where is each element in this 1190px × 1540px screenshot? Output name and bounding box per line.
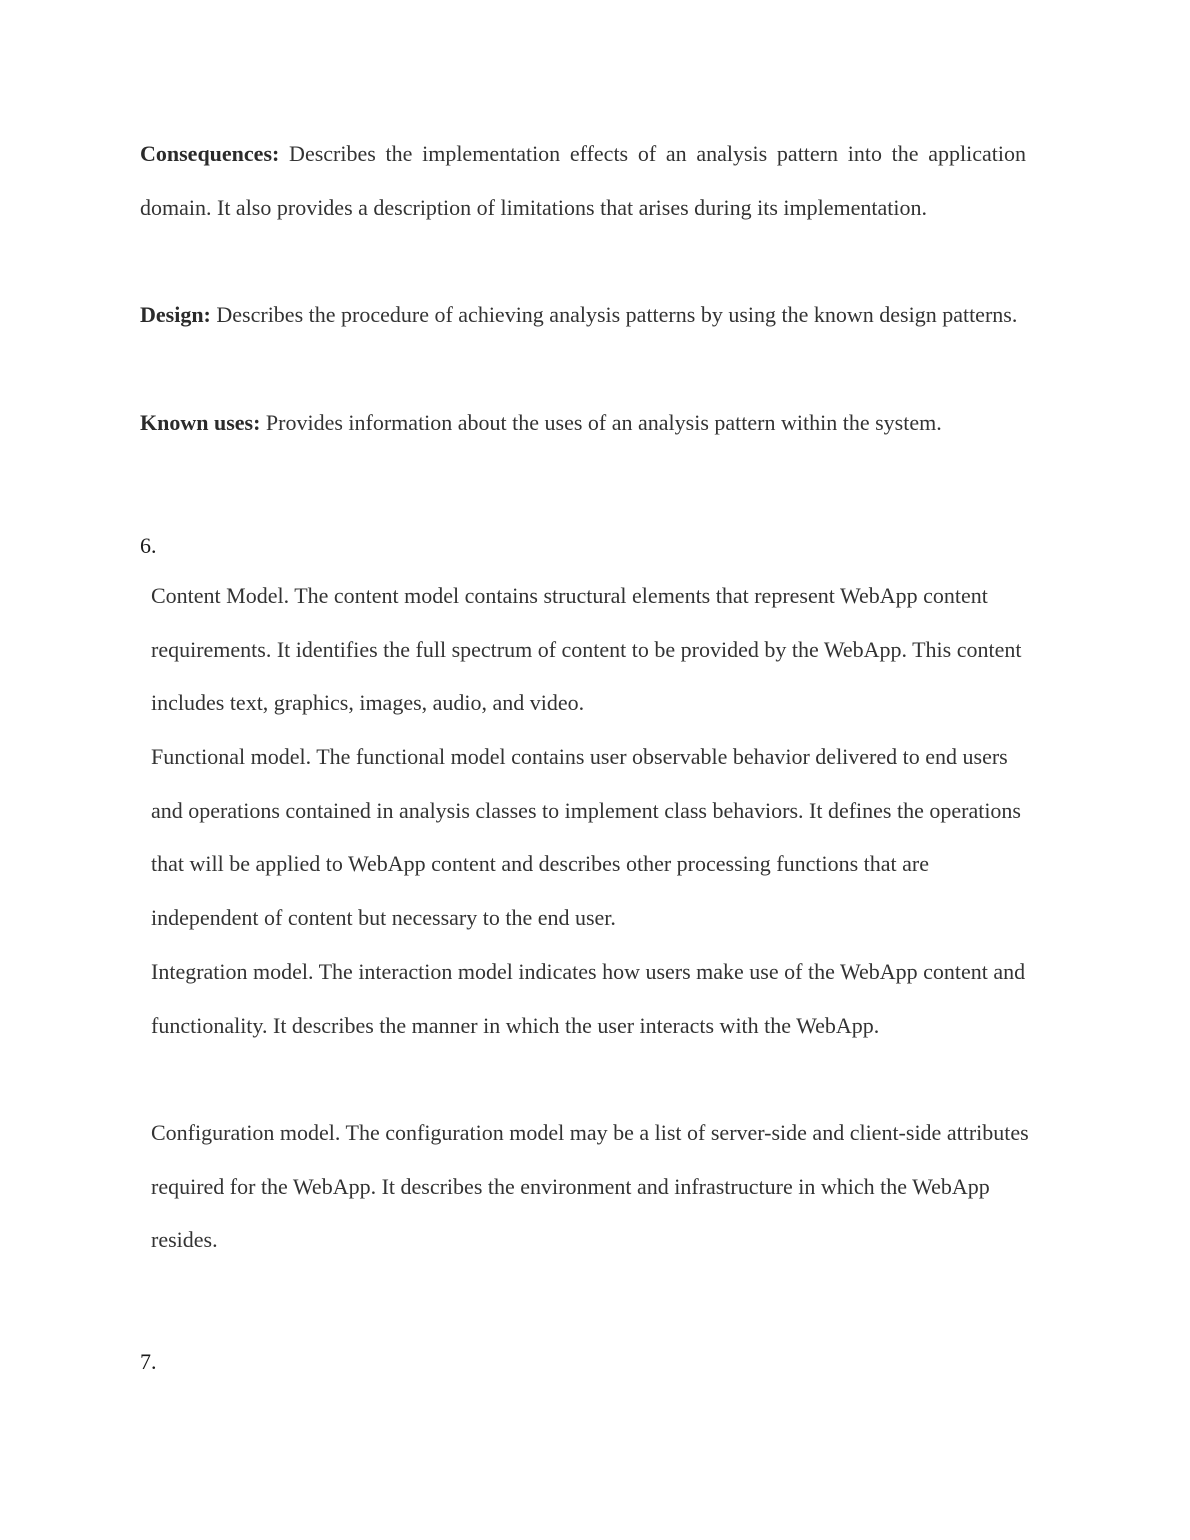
- functional-model-paragraph: Functional model. The functional model contains user observable behavior delivered to end users and operations contained in analysis classes to implement class behaviors. It defines the operations that will be applied to WebApp content and describes other processing functions that are independent of content but necessary to the end user.: [151, 744, 1021, 931]
- design-term: Design:: [140, 302, 211, 327]
- consequences-term: Consequences:: [140, 141, 280, 166]
- design-paragraph: [140, 288, 1026, 342]
- design-text: Describes the procedure of achieving analysis patterns by using the known design patterns.: [210, 302, 1018, 327]
- section-6-number: 6.: [140, 533, 157, 558]
- configuration-model-paragraph: Configuration model. The configuration model may be a list of server-side and client-side attributes required for the WebApp. It describes the environment and infrastructure in which the WebApp resides.: [151, 1120, 1029, 1253]
- known-uses-text: Provides information about the uses of an analysis pattern within the system.: [260, 410, 942, 435]
- known-uses-term: Known uses:: [140, 410, 261, 435]
- consequences-paragraph: [140, 127, 1026, 234]
- section-7-number: 7.: [140, 1349, 157, 1374]
- known-uses-paragraph: [140, 396, 1040, 450]
- integration-model-paragraph: Integration model. The interaction model indicates how users make use of the WebApp content and functionality. It describes the manner in which the user interacts with the WebApp.: [151, 959, 1026, 1038]
- consequences-text: Describes the implementation effects of an analysis pattern into the application domain. It also provides a description of limitations that arises during its implementation.: [140, 141, 1026, 220]
- content-model-paragraph: Content Model. The content model contains structural elements that represent WebApp content requirements. It identifies the full spectrum of content to be provided by the WebApp. This content includes text, graphics, images, audio, and video.: [151, 583, 1022, 716]
